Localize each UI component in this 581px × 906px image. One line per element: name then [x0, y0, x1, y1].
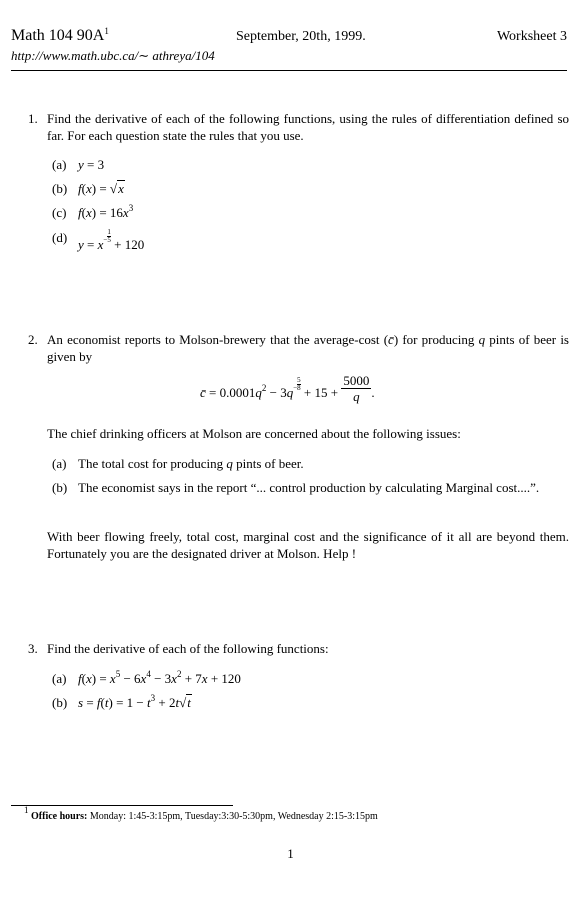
worksheet-number: Worksheet 3	[496, 29, 567, 44]
problem-text: With beer flowing freely, total cost, marginal cost and the significance of it all are beyond them. Fortunately you are the designated driver at Molson. Help !	[47, 529, 569, 561]
problem-text: An economist reports to Molson-brewery that the average-cost (c̄) for producing q pints of beer is given by	[47, 332, 569, 364]
item-expression: y = x− $\frac{1}{5}$ + 120	[78, 228, 145, 252]
problem-number: 1.	[28, 111, 38, 126]
course-title: Math 104 $90A^1$	[11, 26, 109, 44]
problem-text: The chief drinking officers at Molson are concerned about the following issues:	[47, 426, 461, 441]
item-expression: $f(x) = 16x^3$	[78, 203, 134, 220]
item-label: (b)	[52, 695, 68, 710]
item-expression: y = 3	[78, 157, 105, 172]
item-label: (a)	[52, 456, 67, 471]
footnote	[24, 805, 378, 822]
problem-text: Find the derivative of each of the following functions, using the rules of differentiation defined so far. For each question state the rules that you use.	[47, 111, 569, 143]
item-label: (a)	[52, 157, 67, 172]
problem-number: 2.	[28, 332, 38, 347]
problem-number: 3.	[28, 641, 38, 656]
item-label: (d)	[52, 230, 68, 245]
footnote-rule	[11, 805, 233, 806]
page-number: 1	[287, 846, 294, 861]
item-expression: $s = f(t) = 1 - t^3 + 2t√t$	[78, 693, 191, 710]
item-expression: f(x) = √x	[78, 181, 124, 196]
item-text: The economist says in the report “... control production by calculating Marginal cost....”.	[78, 480, 540, 495]
office-hours-text: Monday: 1:45-3:15pm, Tuesday:3:30-5:30pm, Wednesday 2:15-3:15pm	[89, 811, 378, 822]
header-rule	[11, 70, 567, 71]
item-text: The total cost for producing q pints of beer.	[78, 456, 304, 471]
item-label: (b)	[52, 181, 68, 196]
average-cost-equation: c̄ = $0.0001q^2 - 3q-$ $\frac{5}{8}$ + 15 + $\frac{5000}{q}$ .	[200, 372, 375, 404]
worksheet-date: September, 20th, 1999.	[236, 29, 366, 44]
item-label: (a)	[52, 671, 67, 686]
course-url[interactable]: http://www.math.ubc.ca/∼ athreya/104	[11, 48, 215, 63]
course-footnote-mark: 1	[104, 26, 109, 36]
item-label: (c)	[52, 205, 67, 220]
problem-text: Find the derivative of each of the following functions:	[47, 641, 329, 656]
footnote-label: Office hours:	[31, 811, 88, 822]
footnote-mark: 1	[24, 805, 29, 815]
item-label: (b)	[52, 480, 68, 495]
item-expression: $f(x) = x^5 - 6x^4 - 3x^2 + 7x + 120$	[78, 669, 241, 686]
